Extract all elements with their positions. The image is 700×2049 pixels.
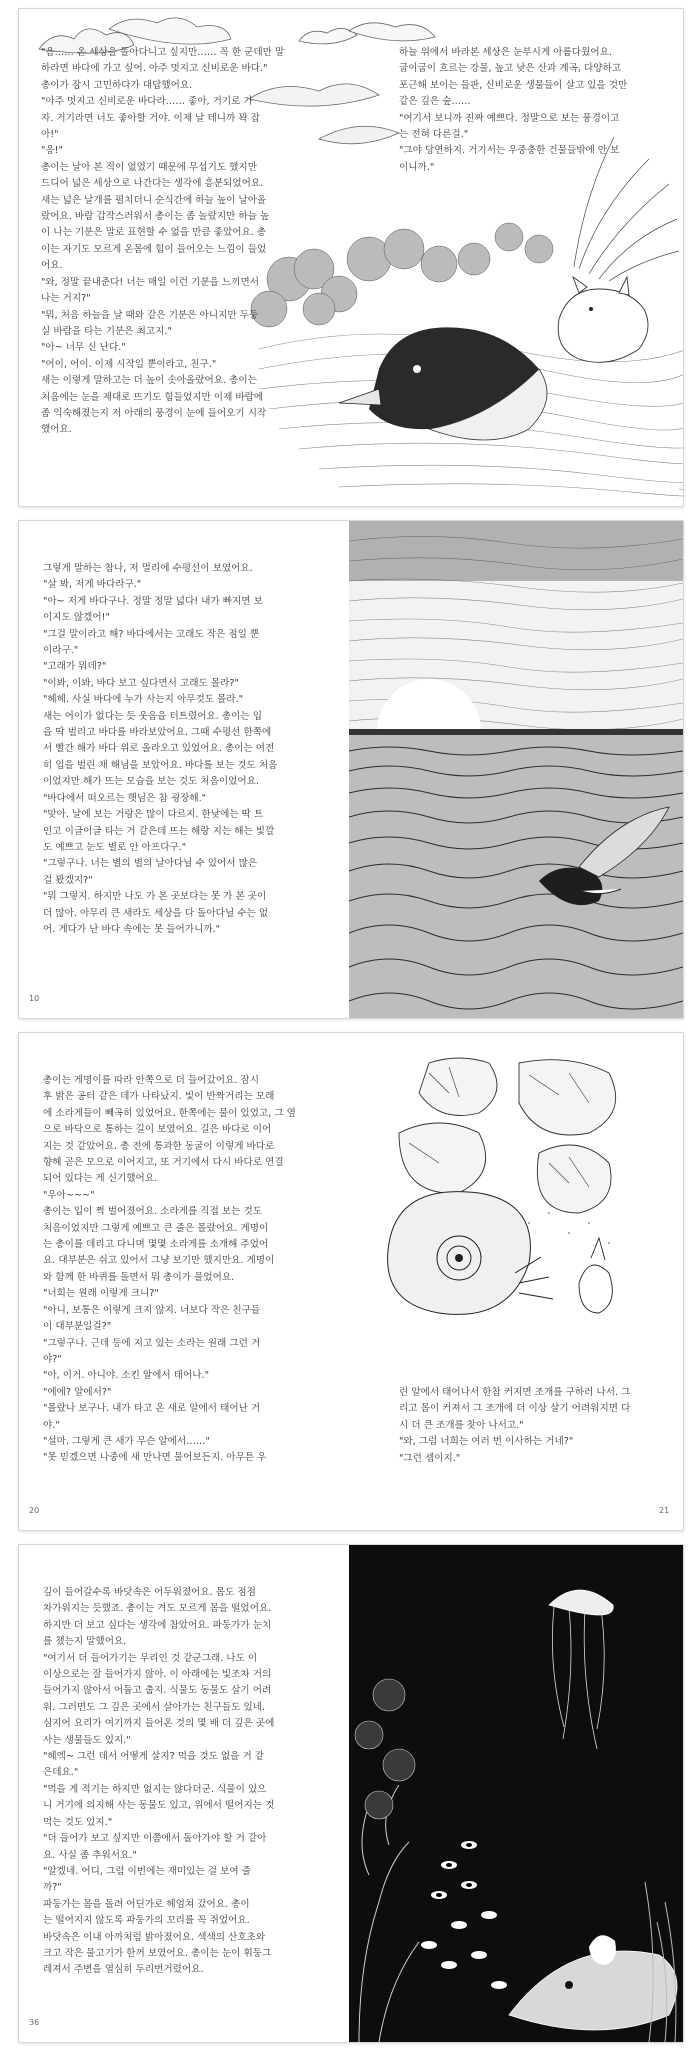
right-page-text <box>399 1385 671 1467</box>
text-line: 인고 이글이글 타는 거 같은데 뜨는 해랑 지는 해는 빛깔 <box>43 825 275 837</box>
text-line: 는 전혀 다른걸." <box>399 129 469 141</box>
text-line: "아니, 보통은 이렇게 크지 않지. 너보다 작은 친구들 <box>43 1304 261 1316</box>
text-line: "너희는 원래 이렇게 크니?" <box>43 1288 159 1300</box>
text-line: 이었지만 해가 뜨는 모습을 보는 것도 처음이었어요. <box>43 776 259 788</box>
page-number-left: 20 <box>29 1506 40 1515</box>
text-line: 와 함께 한 바퀴를 돌면서 뭐 총이가 물었어요. <box>43 1271 235 1283</box>
text-line: 같은 깊은 숲…… <box>399 96 471 108</box>
text-line: "살 봐, 저게 바다라구." <box>43 579 142 591</box>
text-line: 으로 바닥으로 통하는 길이 보였어요. 길은 바다로 이어 <box>43 1124 272 1136</box>
text-line: "고래가 뭐데?" <box>43 661 107 673</box>
text-line: "어이, 어이. 이제 시작일 뿐이라고, 친구." <box>41 358 217 370</box>
text-line: 야." <box>43 1419 60 1431</box>
text-line: 크고 작은 물고기가 한꺼 보였어요. 총이는 눈이 휘둥그 <box>43 1947 272 1959</box>
text-line: "뭐, 처음 하늘을 날 때와 같은 기분은 아니지만 두둥 <box>41 309 259 321</box>
text-line: "와, 그럼 너희는 여러 번 이사하는 거네?" <box>399 1436 574 1448</box>
text-line: "못 믿겠으면 나중에 새 만나면 물어보든지. 아무튼 우 <box>43 1452 267 1464</box>
text-line: 총이가 잠시 고민하다가 대답했어요. <box>41 79 193 91</box>
text-line: 총이는 날아 본 적이 없었기 때문에 무섭기도 했지만 <box>41 161 257 173</box>
text-line: 이니까." <box>399 161 435 173</box>
text-line: 되어 있다는 게 신기했어요. <box>43 1173 158 1185</box>
text-line: 자. 거기라면 너도 좋아할 거야. 이제 날 테니까 꽉 잡 <box>41 112 260 124</box>
text-line: 하지만 더 보고 싶다는 생각에 참았어요. 파둥가가 눈치 <box>43 1619 272 1631</box>
text-line: 은데요." <box>43 1767 79 1779</box>
text-line: 들어가지 않아서 어둡고 춥지. 식물도 동물도 살기 어려 <box>43 1685 272 1697</box>
text-line: 이 나는 기분은 말로 표현할 수 없을 만큼 좋았어요. 총 <box>41 227 267 239</box>
text-line: 어요. <box>41 260 63 272</box>
text-line: 포근해 보이는 들판, 신비로운 생물들이 살고 있을 것만 <box>399 79 628 91</box>
text-line: "뭐 그렇지. 하지만 나도 가 본 곳보다는 못 가 본 곳이 <box>43 891 267 903</box>
text-line: 아!" <box>41 129 59 141</box>
text-line: "에에? 알에서?" <box>43 1386 112 1398</box>
text-line: 도 예쁘고 눈도 별로 안 아프다구." <box>43 841 187 853</box>
text-line: 요. 대부분은 쉬고 있어서 그냥 보기만 했지만요. 게명이 <box>43 1255 275 1267</box>
text-line: 먹는 것도 있지." <box>43 1816 113 1828</box>
text-line: 새는 이렇게 말하고는 더 높이 솟아올랐어요. 총이는 <box>41 375 257 387</box>
text-line: 했어요. <box>41 424 72 436</box>
text-line: 지는 것 같았어요. 총 전에 통과한 동굴이 이렇게 바다로 <box>43 1140 275 1152</box>
right-page-text <box>399 45 669 176</box>
text-line: 심지어 요리가 여기까지 들어온 것의 몇 배 더 깊은 곳에 <box>43 1718 275 1730</box>
text-line: "그걸 말이라고 해? 바다에서는 고래도 작은 점일 뿐 <box>43 628 260 640</box>
text-line: "음…… 온 세상을 돌아다니고 싶지만…… 꼭 한 군데만 말 <box>41 47 285 58</box>
illustration-deep-sea <box>349 1545 683 2042</box>
text-line: "아주 멋지고 신비로운 바다라…… 좋아, 거기로 가 <box>41 96 253 108</box>
text-line: "그렇구나. 너는 별의 별의 날아다닐 수 있어서 많은 <box>43 858 258 870</box>
text-line: 린 알에서 태어나서 한참 커지면 조개를 구하러 나서. 그 <box>399 1387 631 1398</box>
text-line: "알겠네. 어디, 그럼 이번에는 재미있는 걸 보여 줄 <box>43 1865 251 1877</box>
text-line: 바닷속은 이내 아까처럼 밝아졌어요. 색색의 산호초와 <box>43 1931 266 1943</box>
text-line: 랐어요. 바람 갑작스러워서 총이는 좀 놀랐지만 하늘 높 <box>41 211 270 223</box>
text-line: 는 떨어지지 않도록 파둥가의 꼬리를 꼭 쥐었어요. <box>43 1915 250 1927</box>
text-line: 드디어 넓은 세상으로 나간다는 생각에 흥분되었어요. <box>41 178 264 190</box>
text-line: 하늘 위에서 바라본 세상은 눈부시게 아름다웠어요. <box>399 47 612 58</box>
text-line: 사는 생물들도 있지." <box>43 1734 131 1746</box>
text-line: "그야 당연하지. 거기서는 우중충한 건물들밖에 안 보 <box>399 145 620 157</box>
text-line: 파둥가는 몸을 돌려 어딘가로 헤엄쳐 갔어요. 총이 <box>43 1898 250 1910</box>
text-line: "아~ 너무 신 난다." <box>41 342 126 354</box>
text-line: 걸 봤겠지?" <box>43 874 93 886</box>
spread-4 <box>18 1544 684 2043</box>
text-line: 이지도 않겠어!" <box>43 612 110 624</box>
text-line: "맞아. 날에 보는 거랑은 많이 다르지. 한낮에는 딱 트 <box>43 809 264 821</box>
text-line: "바다에서 떠오르는 햇님은 참 굉장해." <box>43 792 207 804</box>
text-line: "설마. 그렇게 큰 새가 무슨 알에서……" <box>43 1435 210 1447</box>
left-page-text <box>41 45 311 439</box>
text-line: 레져서 주변을 열심히 두리번거렸어요. <box>43 1964 204 1976</box>
text-line: 총이는 입이 쩍 벌어졌어요. 소라게를 직접 보는 것도 <box>43 1206 263 1218</box>
text-line: 새는 넓은 날개를 펼치더니 순식간에 하늘 높이 날아올 <box>41 194 267 206</box>
illustration-hermit-crabs <box>369 1053 649 1333</box>
text-line: 리고 몸이 커져서 그 조개에 더 이상 살기 어려워지면 다 <box>399 1403 631 1415</box>
text-line: "여기서 보니까 진짜 예쁘다. 정말으로 보는 풍경이고 <box>399 112 620 124</box>
text-line: 실 바람을 타는 기분은 최고지." <box>41 325 172 337</box>
text-line: "이봐, 이봐, 바다 보고 싶다면서 고래도 몰라?" <box>43 677 239 689</box>
text-line: 새는 어이가 없다는 듯 웃음을 터트렸어요. 총이는 입 <box>43 710 263 722</box>
text-line: "헤엑~ 그런 데서 어떻게 살지? 먹을 것도 없을 거 같 <box>43 1751 265 1763</box>
text-line: 총이는 게명이를 따라 안쪽으로 더 들어갔어요. 잠시 <box>43 1075 259 1086</box>
text-line: 워. 그러면도 그 깊은 곳에서 살아가는 친구들도 있네. <box>43 1701 266 1713</box>
text-line: 이는 자기도 모르게 온몸에 힘이 들어오는 느낌이 들었 <box>41 243 267 255</box>
page-number: 10 <box>29 994 40 1003</box>
text-line: 에 소라게들이 빼곡히 있었어요. 한쪽에는 물이 있었고, 그 옆 <box>43 1107 296 1119</box>
text-line: 시 더 큰 조개를 찾아 나서고." <box>399 1419 524 1431</box>
text-line: 야?" <box>43 1353 62 1365</box>
text-line: 하라면 바다에 가고 싶어. 아주 멋지고 신비로운 바다." <box>41 63 268 75</box>
text-line: "응!" <box>41 145 63 157</box>
text-line: "그렇구나. 근데 등에 지고 있는 소라는 원래 그런 거 <box>43 1337 261 1349</box>
text-line: "헤헤. 사실 바다에 누가 사는지 아무것도 몰라." <box>43 694 244 706</box>
text-line: 굽이굽이 흐르는 강물, 높고 낮은 산과 계곡, 다양하고 <box>399 63 622 75</box>
text-line: 을 딱 벌리고 바다를 바라보았어요. 그때 수평선 한쪽에 <box>43 727 272 739</box>
text-line: 요. 사실 좀 추워서요." <box>43 1849 137 1861</box>
text-line: 이 대부분일걸?" <box>43 1321 112 1333</box>
text-line: 까?" <box>43 1882 62 1894</box>
text-line: 향해 곧은 모으로 이어지고, 또 거기에서 다시 바다로 연결 <box>43 1157 284 1169</box>
text-line: 차가워지는 듯했죠. 총이는 겨도 모르게 몸을 떨었어요. <box>43 1603 272 1615</box>
spread-2 <box>18 520 684 1019</box>
text-line: 그렇게 말하는 참나, 저 멀리에 수평선이 보였어요. <box>43 563 253 574</box>
text-line: 더 많아. 아무리 큰 새라도 세상을 다 돌아다닐 수는 없 <box>43 907 269 919</box>
spread-1 <box>18 8 684 507</box>
text-line: 이상으로는 잘 들어가지 않아. 이 아래에는 빛조차 거의 <box>43 1669 272 1681</box>
text-line: "아~ 저게 바다구나. 정말 정말 넓다! 내가 빠지면 보 <box>43 595 263 607</box>
text-line: 서 빨간 해가 바다 위로 올라오고 있었어요. 총이는 여전 <box>43 743 275 755</box>
text-line: 히 입을 벌린 채 해님을 보았어요. 바다를 보는 것도 처음 <box>43 759 278 771</box>
left-page-text <box>43 1585 315 1979</box>
text-line: "여기서 더 들어가기는 무리인 것 같군그래. 나도 이 <box>43 1652 258 1664</box>
text-line: 는 총이를 데리고 다니며 몇몇 소라게를 소개해 주었어 <box>43 1239 269 1251</box>
text-line: "아, 이거. 아니야. 소킨 알에서 태어나." <box>43 1370 210 1382</box>
left-page-text <box>43 561 313 938</box>
text-line: "우아~~~" <box>43 1189 95 1201</box>
text-line: "몰랐나 보구나. 내가 타고 온 새로 알에서 태어난 거 <box>43 1403 261 1415</box>
page-number: 36 <box>29 2018 40 2027</box>
text-line: 이라구." <box>43 645 79 657</box>
text-line: 깊이 들어갈수록 바닷속은 어두워졌어요. 몸도 점점 <box>43 1587 256 1598</box>
text-line: "그런 셈이지." <box>399 1452 461 1464</box>
text-line: "먹을 게 적기는 하지만 없지는 않다더군. 식물이 있으 <box>43 1783 267 1795</box>
text-line: 좀 익숙해졌는지 저 아래의 풍경이 눈에 들어오기 시작 <box>41 407 267 419</box>
text-line: 를 챘는지 말했어요. <box>43 1636 127 1648</box>
text-line: 처음이었지만 그렇게 예쁘고 큰 줄은 몰랐어요. 게명이 <box>43 1222 269 1234</box>
text-line: 나는 거지?" <box>41 293 91 305</box>
text-line: "와, 정말 끝내준다! 너는 매일 이런 기분을 느끼면서 <box>41 276 260 288</box>
left-page-text <box>43 1073 315 1467</box>
text-line: 처음에는 눈을 제대로 뜨기도 힘들었지만 이제 바람에 <box>41 391 264 403</box>
illustration-sunrise-sea <box>349 521 683 1018</box>
text-line: 후 밝은 공터 같은 데가 나타났지. 빛이 반짝거리는 모래 <box>43 1091 275 1103</box>
page-number-right: 21 <box>659 1506 670 1515</box>
text-line: "더 들어가 보고 싶지만 이쯤에서 돌아가야 할 거 같아 <box>43 1833 267 1845</box>
spread-3 <box>18 1032 684 1531</box>
text-line: 어. 게다가 난 바다 속에는 못 들어가니까." <box>43 923 221 935</box>
text-line: 니 거기에 의지해 사는 동물도 있고, 위에서 떨어지는 것 <box>43 1800 275 1812</box>
